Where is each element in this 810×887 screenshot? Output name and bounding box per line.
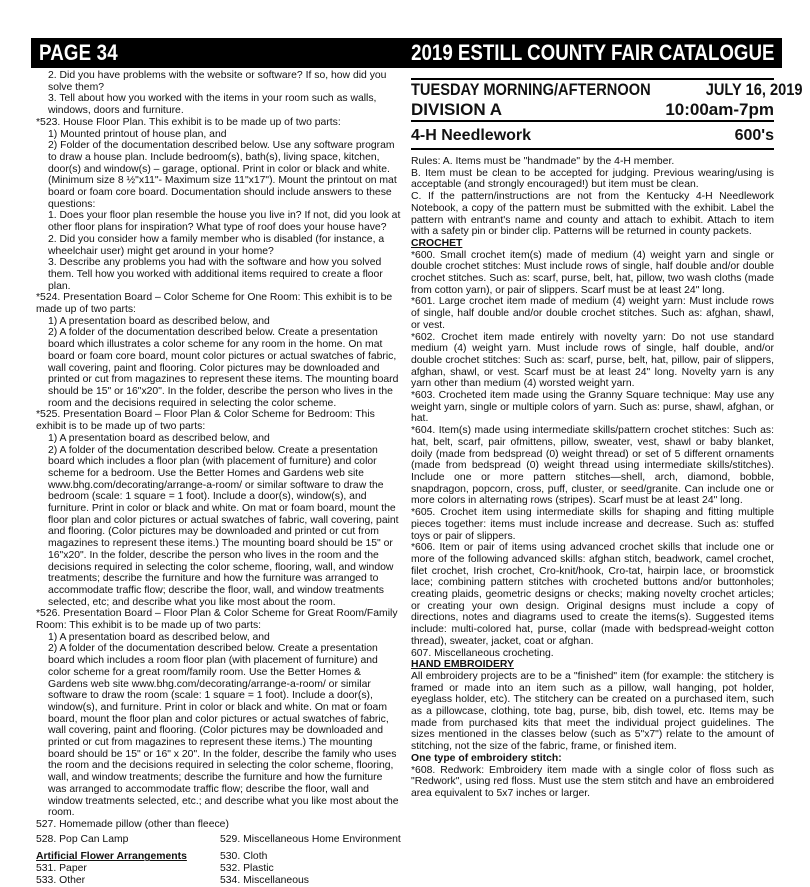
- section-heading: HAND EMBROIDERY: [411, 659, 514, 671]
- paragraph: 3. Describe any problems you had with the software and how you solved them. Tell how you worked with additional items required to create a floor plan.: [48, 257, 383, 292]
- schedule-box: [411, 78, 803, 122]
- paragraph: *523. House Floor Plan. This exhibit is to be made up of two parts:: [36, 116, 341, 128]
- paragraph: 3. Tell about how you worked with the items in your room such as walls, windows, doors and furniture.: [48, 93, 377, 117]
- class-item: 529. Miscellaneous Home Environment: [220, 833, 401, 845]
- page-header: [31, 38, 782, 68]
- paragraph: *526. Presentation Board – Floor Plan & Color Scheme for Great Room/Family Room: This exhibit is to be made up of two parts:: [36, 608, 398, 632]
- right-column: [411, 70, 803, 800]
- class-item: 533. Other: [36, 874, 86, 886]
- class-item: 607. Miscellaneous crocheting.: [411, 647, 554, 659]
- paragraph: 2) A folder of the documentation described below. Create a presentation board which includes a floor plan (with placement of furniture) and color scheme for a bedroom. Use the Better Homes and Gardens web site www.bhg.com/decorating/arrange-a-room/ or similar software to draw the bedroom (scale: 1 square = 1 foot). Include a door(s), window(s), and furniture. Print in color or black and white. On mat or foam board, mount the floor plan and color pictures or actual swatches of fabric, wall covering, paint and flooring. (Color pictures may be downloaded and printed or cut from magazines to represent these items.) The mounting board should be 15" or 16"x20". In the folder, describe the person who lives in the room and the decisions required in selecting the color scheme, flooring, wall, and window treatments; describe the furniture and how the furniture was arranged to accommodate traffic flow; describe the floor, wall, and window treatments selected, etc; and describe what you like most about the room.: [48, 444, 399, 608]
- class-item: *600. Small crochet item(s) made of medium (4) weight yarn and single or double crochet stitches: Must include rows of single, half double and/or double crochet stitches. Such as: scarf, purse, belt, hat, pillow, two wash cloths (made from cotton yarn), or pair of slippers. Scarf must be at least 24" long.: [411, 249, 774, 296]
- class-item: *604. Item(s) made using intermediate skills/pattern crochet stitches: Such as: hat, belt, scarf, pair ofmittens, pillow, sweater, vest, shawl or baby blanket, doily (made from bedspread (0) weight thread) or set of 5 different ornaments (made from bedspread (0) weight thread using intermediate skills/stitches). Include one or more pattern stitches—shell, arch, diamond, bobble, snapdragon, popcorn, cross, puff, cluster, or seed/granite. Can include one or more colors in alternating rows (stripes). Scarf must be at least 24" long.: [411, 425, 774, 507]
- paragraph: 1) A presentation board as described below, and: [48, 631, 270, 643]
- schedule-division-row: [411, 100, 774, 120]
- class-item: *603. Crocheted item made using the Granny Square technique: May use any weight yarn, single or multiple colors of yarn. Such as: purse, shawl, afghan, or hat.: [411, 390, 774, 425]
- subheading: One type of embroidery stitch:: [411, 752, 562, 764]
- class-item: *605. Crochet item using intermediate skills for shaping and fitting multiple pieces together: items must include increase and decrease. Such as: stuffed toys or pair of slippers.: [411, 507, 774, 542]
- page-number: PAGE 34: [39, 40, 118, 65]
- department-row: [411, 126, 774, 146]
- department-name: 4-H Needlework: [411, 127, 532, 144]
- class-item: 534. Miscellaneous: [220, 874, 309, 886]
- class-item: 527. Homemade pillow (other than fleece): [36, 819, 229, 830]
- schedule-date: JULY 16, 2019: [705, 80, 803, 99]
- rule: B. Item must be clean to be accepted for judging. Previous wearing/using is acceptable (and strongly encouraged!) but item must be clean.: [411, 167, 774, 191]
- paragraph: 2. Did you consider how a family member who is disabled (for instance, a wheelchair user) might get around in your home?: [48, 233, 385, 257]
- schedule-day-row: [411, 80, 803, 100]
- class-item: 530. Cloth: [220, 851, 268, 863]
- class-item: *601. Large crochet item made of medium (4) weight yarn: Must include rows of single, half double and/or double crochet stitches. Such as: afghan, shawl, or vest.: [411, 296, 774, 331]
- schedule-day: TUESDAY MORNING/AFTERNOON: [411, 80, 651, 99]
- class-grid: [36, 851, 401, 886]
- rule: Rules: A. Items must be "handmade" by the 4-H member.: [411, 156, 675, 167]
- class-item: 528. Pop Can Lamp: [36, 833, 129, 845]
- paragraph: 1. Does your floor plan resemble the house you live in? If not, did you look at other floor plans for inspiration? What type of roof does your house have?: [48, 210, 401, 234]
- paragraph: 1) A presentation board as described below, and: [48, 432, 270, 444]
- paragraph: 2) A folder of the documentation described below. Create a presentation board which illustrates a color scheme for any room in the home. On mat board or foam core board, mount color pictures or actual swatches of fabric, wall covering, paint and flooring. Color pictures may be downloaded and printed or cut from magazines to represent these items. The mounting board should be 15" or 16"x20". In the folder, describe the person who lives in the room and the decisions required in selecting the color scheme.: [48, 327, 399, 409]
- class-item: *602. Crochet item made entirely with novelty yarn: Do not use standard medium (4) weight yarn. Must include rows of single, half double, and/or double crochet stitches: Such as: scarf, purse, belt, hat, pillow, pair of slippers, afghan, shawl, or vest. Scarf must be at least 24" long. Novelty yarn is any yarn other than medium (4) worsted weight yarn.: [411, 331, 774, 390]
- catalogue-title: 2019 ESTILL COUNTY FAIR CATALOGUE: [410, 40, 774, 65]
- paragraph: All embroidery projects are to be a "finished" item (for example: the stitchery is framed or made into an item such as a pillow, wall hanging, pot holder, eyeglass holder, etc). The stitchery can be created on a purchased item, such as a pillowcase, clothing, tote bag, purse, bib, dish towel, etc. Items may be made from purchased kits that meet the individual project guidelines. The sizes mentioned in the classes below (such as 5"x7") relate to the amount of stitching, not the size of the fabric, frame, or finished item.: [411, 670, 774, 753]
- section-heading: Artificial Flower Arrangements: [36, 851, 187, 863]
- department-code: 600's: [734, 127, 774, 144]
- schedule-time: 10:00am-7pm: [665, 100, 774, 119]
- class-item: 531. Paper: [36, 863, 87, 875]
- paragraph: 1) Mounted printout of house plan, and: [48, 128, 227, 140]
- paragraph: 2) A folder of the documentation described below. Create a presentation board which includes a room floor plan (with placement of furniture) and color scheme for a great room/family room. Use the Better Homes & Gardens web site www.bhg.com/decorating/arrange-a-room/ or similar software to draw the room (scale: 1 square = 1 foot). Include a door(s), window(s), and furniture. Print in color or black and white. On mat or foam board, mount the floor plan and color pictures or actual swatches of fabric, wall covering, paint and flooring. (Color pictures may be downloaded and printed or cut from magazines to represent these items.) The mounting board should be 15" or 16" x 20". In the folder, describe the family who uses the room and the decisions required in selecting the color scheme, flooring, wall, and window treatments; describe the furniture and how the furniture was arranged to accommodate traffic flow; describe the floor, wall and window treatments selected, etc.; and describe what you like most about the room.: [48, 643, 399, 819]
- class-item: *608. Redwork: Embroidery item made with a single color of floss such as "Redwork", using red floss. Must use the stem stitch and have an embroidered area equivalent to 5x7 inches or larger.: [411, 764, 774, 799]
- class-item: *606. Item or pair of items using advanced crochet skills that include one or more of the following advanced skills: afghan stitch, beadwork, camel crochet, filet crochet, Irish crochet, Cro-knit/hook, Cro-tat, hairpin lace, or broomstick lace; combining pattern stitches with crocheted buttons and/or buttonholes; creating plaids, geometric designs or checks; making novelty crochet articles; or creating your own design. Original designs must include a copy of directions, notes and diagrams used to create the items(s). Suggested items include: multi-colored hat, purse, collar (made with bedspread-weight cotton thread), sweater, jacket, coat or afghan.: [411, 542, 774, 647]
- paragraph: *524. Presentation Board – Color Scheme for One Room: This exhibit is to be made up of two parts:: [36, 292, 393, 316]
- left-column: [36, 70, 401, 887]
- paragraph: 2) Folder of the documentation described below. Use any software program to draw a house plan. Include bedroom(s), bath(s), living space, kitchen, door(s) and window(s) – garage, optional. Print in color or black and white. (Minimum size 8 ½"x11"- Maximum size 11"x17"). Mount the printout on mat board or foam core board. Documentation should include answers to these questions:: [48, 140, 397, 210]
- section-heading: CROCHET: [411, 237, 463, 249]
- paragraph: *525. Presentation Board – Floor Plan & Color Scheme for Bedroom: This exhibit is to be made up of two parts:: [36, 409, 375, 433]
- class-item: 532. Plastic: [220, 863, 274, 875]
- department-box: [411, 126, 774, 150]
- division: DIVISION A: [411, 100, 502, 119]
- paragraph: 1) A presentation board as described below, and: [48, 315, 270, 327]
- rule: C. If the pattern/instructions are not from the Kentucky 4-H Needlework Notebook, a copy of the pattern must be submitted with the exhibit. Label the pattern with entrant's name and county and attach to exhibit. Attach to item with a safety pin or binder clip. Patterns will be returned in county packets.: [411, 191, 774, 238]
- class-grid: [36, 834, 401, 846]
- paragraph: 2. Did you have problems with the website or software? If so, how did you solve them?: [48, 70, 387, 93]
